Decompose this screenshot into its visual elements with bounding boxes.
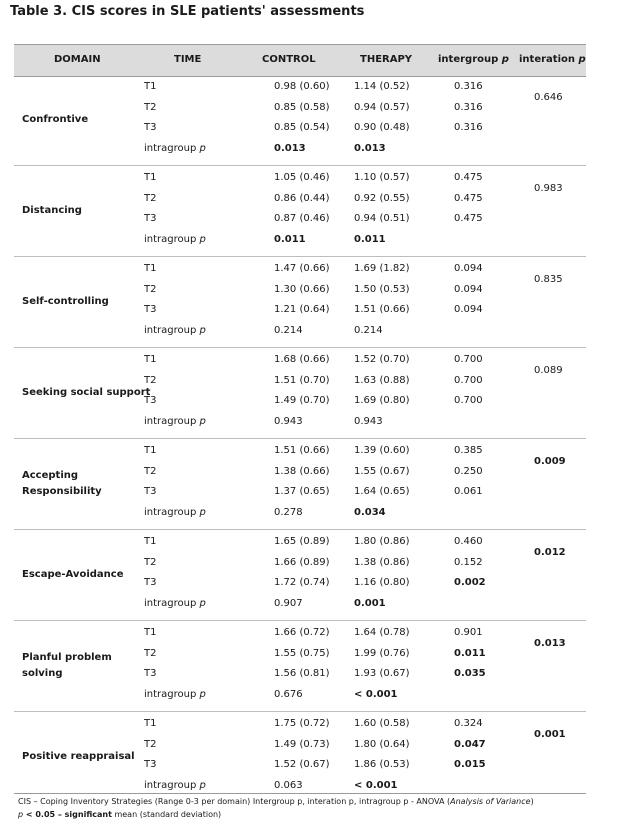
intergroup-p-cell: 0.250 — [454, 465, 483, 477]
domain-label — [22, 567, 123, 583]
intragroup-label — [144, 780, 206, 791]
therapy-cell: 1.52 (0.70) — [354, 354, 410, 365]
intragroup-label — [144, 234, 206, 245]
time-cell: T3 — [144, 577, 157, 588]
intergroup-p-cell: 0.475 — [454, 192, 483, 204]
intergroup-p-cell: 0.035 — [454, 668, 486, 679]
intragroup-label-p: p — [199, 324, 206, 336]
intragroup-label-text: intragroup — [144, 142, 197, 154]
time-cell: T3 — [144, 213, 157, 224]
time-cell: T2 — [144, 465, 157, 477]
intergroup-p-cell: 0.094 — [454, 304, 483, 315]
time-cell: T3 — [144, 122, 157, 133]
therapy-cell: 1.16 (0.80) — [354, 577, 410, 588]
interation-p-cell: 0.646 — [534, 91, 563, 103]
control-cell: 1.47 (0.66) — [274, 263, 330, 274]
intragroup-label-text: intragroup — [144, 597, 197, 609]
time-cell: T2 — [144, 192, 157, 204]
interation-p-cell: 0.001 — [534, 728, 566, 740]
intergroup-p-cell: 0.061 — [454, 486, 483, 497]
time-cell: T2 — [144, 647, 157, 659]
header-intergroup-p: intergroup p — [438, 54, 509, 65]
control-cell: 1.38 (0.66) — [274, 465, 330, 477]
therapy-cell: 1.69 (1.82) — [354, 263, 410, 274]
control-cell: 1.55 (0.75) — [274, 647, 330, 659]
intragroup-control-cell: 0.278 — [274, 506, 303, 518]
domain-label-line: solving — [22, 668, 63, 679]
intragroup-label — [144, 416, 206, 427]
footnote-line-1: CIS – Coping Inventory Strategies (Range 0-3 per domain) Intergroup p, interation p, intragroup p - ANOVA (Analysis of Variance) — [18, 797, 534, 806]
header-control: CONTROL — [262, 54, 316, 65]
intergroup-p-cell: 0.475 — [454, 172, 483, 183]
intragroup-label-text: intragroup — [144, 688, 197, 700]
therapy-cell: 0.94 (0.57) — [354, 101, 410, 113]
intragroup-therapy-cell: 0.034 — [354, 506, 386, 518]
time-cell: T3 — [144, 759, 157, 770]
intragroup-label — [144, 689, 206, 700]
domain-label — [22, 112, 88, 128]
intragroup-label — [144, 143, 206, 154]
header-time: TIME — [174, 54, 202, 65]
domain-label — [22, 650, 112, 682]
intergroup-p-cell: 0.094 — [454, 283, 483, 295]
time-cell: T2 — [144, 556, 157, 568]
intragroup-label-p: p — [199, 233, 206, 245]
intragroup-label — [144, 325, 206, 336]
time-cell: T2 — [144, 374, 157, 386]
intergroup-p-cell: 0.316 — [454, 101, 483, 113]
intragroup-control-cell: 0.943 — [274, 415, 303, 427]
intergroup-p-cell: 0.475 — [454, 213, 483, 224]
time-cell: T1 — [144, 445, 157, 456]
intragroup-label-text: intragroup — [144, 415, 197, 427]
intragroup-label-text: intragroup — [144, 324, 197, 336]
time-cell: T1 — [144, 536, 157, 547]
header-domain: DOMAIN — [54, 54, 101, 65]
intragroup-therapy-cell: 0.001 — [354, 597, 386, 609]
interation-p-cell: 0.089 — [534, 364, 563, 376]
control-cell: 1.21 (0.64) — [274, 304, 330, 315]
control-cell: 1.72 (0.74) — [274, 577, 330, 588]
intergroup-p-cell: 0.094 — [454, 263, 483, 274]
domain-group — [14, 530, 586, 621]
control-cell: 0.85 (0.54) — [274, 122, 330, 133]
domain-label-line: Distancing — [22, 205, 82, 216]
domain-group — [14, 439, 586, 530]
time-cell: T3 — [144, 304, 157, 315]
therapy-cell: 1.80 (0.86) — [354, 536, 410, 547]
intragroup-label-p: p — [199, 142, 206, 154]
domain-label-line: Responsibility — [22, 486, 102, 497]
therapy-cell: 0.92 (0.55) — [354, 192, 410, 204]
control-cell: 0.87 (0.46) — [274, 213, 330, 224]
intragroup-label-text: intragroup — [144, 779, 197, 791]
therapy-cell: 1.64 (0.78) — [354, 627, 410, 638]
intergroup-p-cell: 0.700 — [454, 374, 483, 386]
therapy-cell: 1.50 (0.53) — [354, 283, 410, 295]
intergroup-p-cell: 0.700 — [454, 354, 483, 365]
therapy-cell: 1.38 (0.86) — [354, 556, 410, 568]
intragroup-control-cell: 0.676 — [274, 688, 303, 700]
intragroup-control-cell: 0.907 — [274, 597, 303, 609]
table-bottom-rule — [14, 793, 586, 794]
therapy-cell: 1.69 (0.80) — [354, 395, 410, 406]
intergroup-p-cell: 0.700 — [454, 395, 483, 406]
intragroup-therapy-cell: 0.214 — [354, 324, 383, 336]
intragroup-label-p: p — [199, 506, 206, 518]
control-cell: 0.86 (0.44) — [274, 192, 330, 204]
therapy-cell: 1.39 (0.60) — [354, 445, 410, 456]
interation-p-cell: 0.835 — [534, 273, 563, 285]
therapy-cell: 1.55 (0.67) — [354, 465, 410, 477]
time-cell: T2 — [144, 101, 157, 113]
therapy-cell: 1.10 (0.57) — [354, 172, 410, 183]
intergroup-p-cell: 0.152 — [454, 556, 483, 568]
control-cell: 1.49 (0.70) — [274, 395, 330, 406]
intragroup-label-text: intragroup — [144, 506, 197, 518]
intergroup-p-cell: 0.901 — [454, 627, 483, 638]
intragroup-therapy-cell: < 0.001 — [354, 779, 398, 791]
control-cell: 1.49 (0.73) — [274, 738, 330, 750]
control-cell: 1.65 (0.89) — [274, 536, 330, 547]
time-cell: T2 — [144, 738, 157, 750]
intragroup-therapy-cell: 0.943 — [354, 415, 383, 427]
control-cell: 1.75 (0.72) — [274, 718, 330, 729]
intergroup-p-cell: 0.316 — [454, 81, 483, 92]
intragroup-label-p: p — [199, 688, 206, 700]
therapy-cell: 1.64 (0.65) — [354, 486, 410, 497]
control-cell: 1.51 (0.70) — [274, 374, 330, 386]
time-cell: T2 — [144, 283, 157, 295]
control-cell: 1.05 (0.46) — [274, 172, 330, 183]
intragroup-control-cell: 0.063 — [274, 779, 303, 791]
control-cell: 1.51 (0.66) — [274, 445, 330, 456]
time-cell: T1 — [144, 263, 157, 274]
time-cell: T1 — [144, 172, 157, 183]
domain-group — [14, 621, 586, 712]
domain-label — [22, 468, 102, 500]
domain-label-line: Self-controlling — [22, 296, 109, 307]
domain-group — [14, 166, 586, 257]
time-cell: T1 — [144, 81, 157, 92]
domain-label — [22, 749, 135, 765]
header-interation-p: interation p — [519, 54, 586, 65]
time-cell: T3 — [144, 395, 157, 406]
therapy-cell: 1.80 (0.64) — [354, 738, 410, 750]
interation-p-cell: 0.009 — [534, 455, 566, 467]
control-cell: 1.37 (0.65) — [274, 486, 330, 497]
therapy-cell: 0.90 (0.48) — [354, 122, 410, 133]
intragroup-label — [144, 507, 206, 518]
control-cell: 1.66 (0.72) — [274, 627, 330, 638]
domain-label-line: Positive reappraisal — [22, 751, 135, 762]
intergroup-p-cell: 0.385 — [454, 445, 483, 456]
domain-label-line: Planful problem — [22, 652, 112, 663]
intragroup-control-cell: 0.214 — [274, 324, 303, 336]
domain-label-line: Accepting — [22, 470, 79, 481]
domain-group — [14, 348, 586, 439]
intragroup-control-cell: 0.013 — [274, 142, 306, 154]
control-cell: 1.56 (0.81) — [274, 668, 330, 679]
control-cell: 0.98 (0.60) — [274, 81, 330, 92]
therapy-cell: 1.51 (0.66) — [354, 304, 410, 315]
domain-label — [22, 385, 150, 401]
domain-label — [22, 294, 109, 310]
time-cell: T1 — [144, 718, 157, 729]
table-title: Table 3. CIS scores in SLE patients' assessments — [10, 4, 365, 19]
domain-group — [14, 257, 586, 348]
time-cell: T3 — [144, 668, 157, 679]
intragroup-label-p: p — [199, 415, 206, 427]
therapy-cell: 1.63 (0.88) — [354, 374, 410, 386]
time-cell: T3 — [144, 486, 157, 497]
header-therapy: THERAPY — [360, 54, 413, 65]
intragroup-therapy-cell: 0.011 — [354, 233, 386, 245]
domain-label-line: Confrontive — [22, 114, 89, 125]
therapy-cell: 1.14 (0.52) — [354, 81, 410, 92]
therapy-cell: 1.99 (0.76) — [354, 647, 410, 659]
interation-p-cell: 0.012 — [534, 546, 566, 558]
control-cell: 1.52 (0.67) — [274, 759, 330, 770]
intragroup-therapy-cell: < 0.001 — [354, 688, 398, 700]
intergroup-p-cell: 0.047 — [454, 738, 486, 750]
intergroup-p-cell: 0.002 — [454, 577, 486, 588]
interation-p-cell: 0.013 — [534, 637, 566, 649]
interation-p-cell: 0.983 — [534, 182, 563, 194]
control-cell: 1.30 (0.66) — [274, 283, 330, 295]
therapy-cell: 1.86 (0.53) — [354, 759, 410, 770]
domain-group — [14, 75, 586, 166]
intergroup-p-cell: 0.324 — [454, 718, 483, 729]
table-header — [14, 44, 586, 77]
domain-label — [22, 203, 82, 219]
intergroup-p-cell: 0.316 — [454, 122, 483, 133]
intergroup-p-cell: 0.460 — [454, 536, 483, 547]
intragroup-label-p: p — [199, 597, 206, 609]
intragroup-label-text: intragroup — [144, 233, 197, 245]
intragroup-therapy-cell: 0.013 — [354, 142, 386, 154]
therapy-cell: 1.93 (0.67) — [354, 668, 410, 679]
domain-label-line: Escape-Avoidance — [22, 569, 124, 580]
intergroup-p-cell: 0.015 — [454, 759, 486, 770]
control-cell: 0.85 (0.58) — [274, 101, 330, 113]
domain-label-line: Seeking social support — [22, 387, 151, 398]
therapy-cell: 0.94 (0.51) — [354, 213, 410, 224]
domain-group — [14, 712, 586, 803]
intragroup-label-p: p — [199, 779, 206, 791]
intragroup-label — [144, 598, 206, 609]
time-cell: T1 — [144, 354, 157, 365]
footnote-line-2: p < 0.05 – significant mean (standard deviation) — [18, 810, 222, 819]
time-cell: T1 — [144, 627, 157, 638]
intragroup-control-cell: 0.011 — [274, 233, 306, 245]
control-cell: 1.68 (0.66) — [274, 354, 330, 365]
therapy-cell: 1.60 (0.58) — [354, 718, 410, 729]
intergroup-p-cell: 0.011 — [454, 647, 486, 659]
control-cell: 1.66 (0.89) — [274, 556, 330, 568]
